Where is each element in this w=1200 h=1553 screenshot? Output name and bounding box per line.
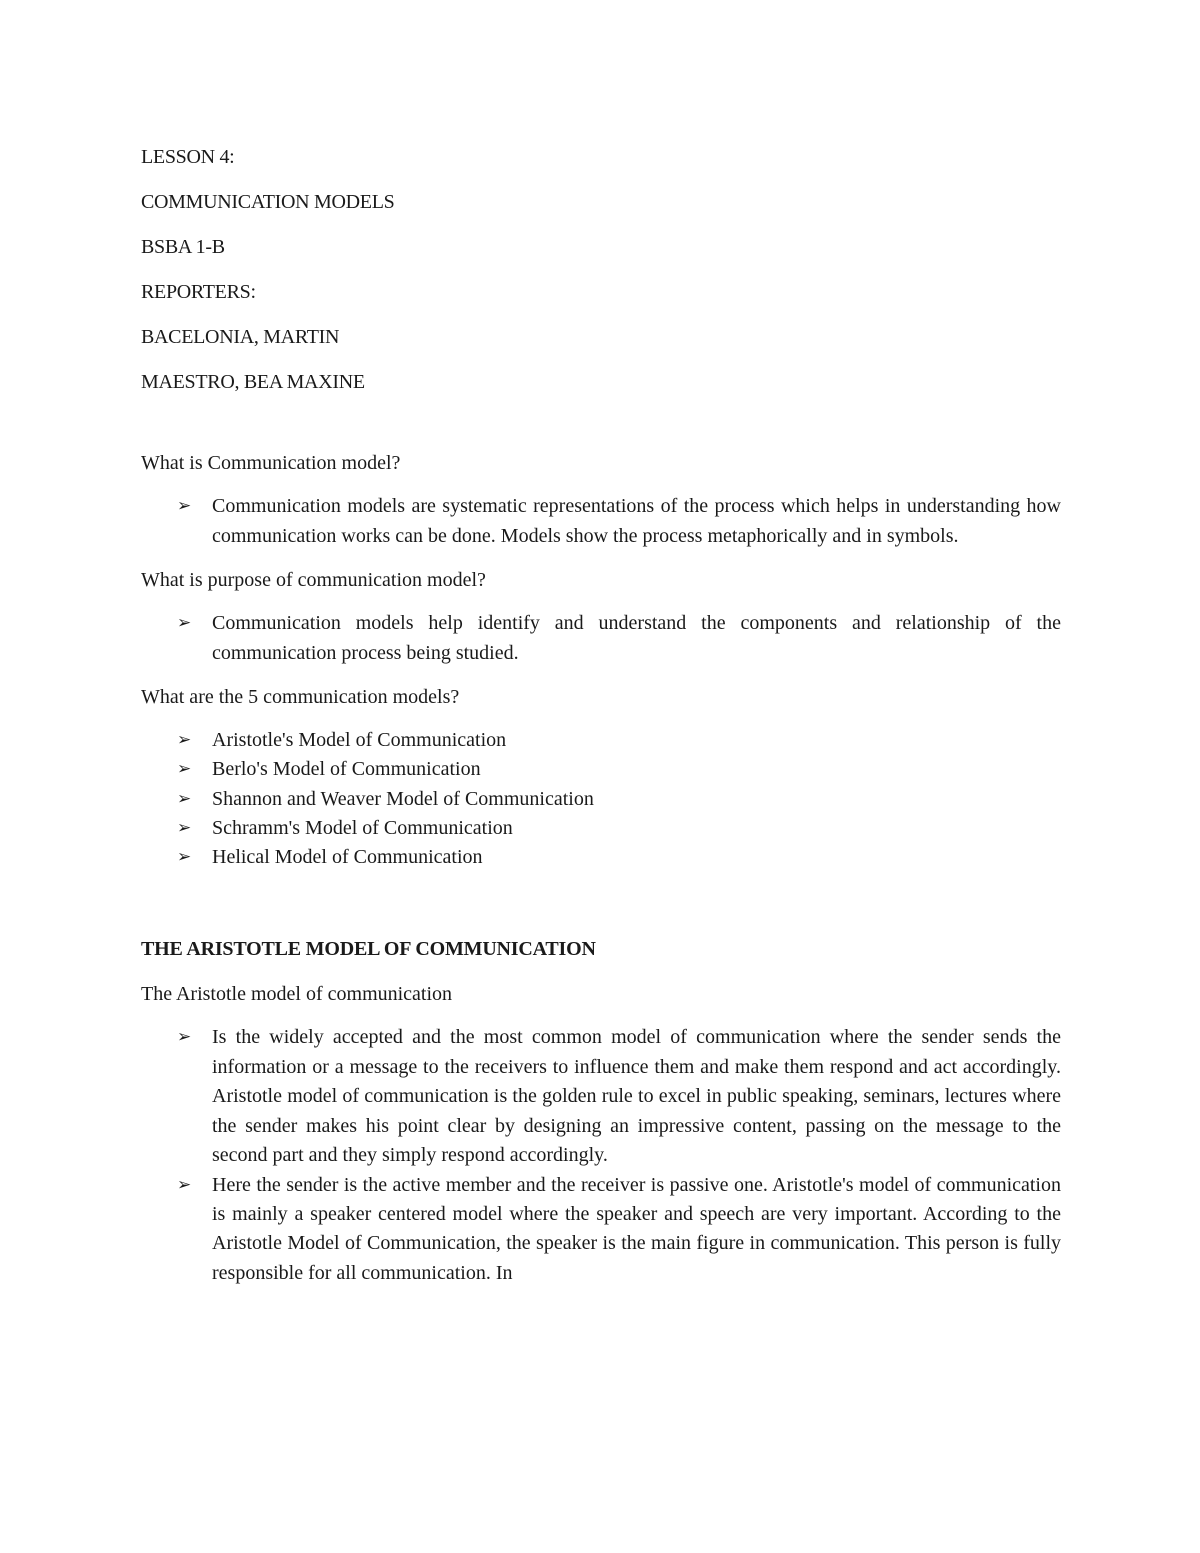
arrow-bullet-icon: ➢ (177, 847, 192, 868)
question-heading: What is purpose of communication model? (141, 569, 486, 591)
arrow-bullet-icon: ➢ (177, 1027, 192, 1048)
list-item-text: Aristotle's Model of Communication (212, 729, 507, 751)
list-item (141, 1023, 1061, 1170)
list-item-text: Berlo's Model of Communication (212, 758, 481, 781)
list-item (141, 755, 1061, 784)
arrow-bullet-icon: ➢ (177, 759, 192, 780)
list-item (141, 785, 1061, 814)
list-item (141, 726, 1061, 755)
list-item (141, 814, 1061, 843)
list-item-text: Is the widely accepted and the most common model of communication where the sender sends the information or a message to the receivers to influence them and make them respond and act accordingly. Aristotle model of communication is the golden rule to excel in public speaking, seminars, lectures where the sender makes his point clear by designing an impressive content, passing on the message to the second part and they simply respond accordingly. (212, 1026, 1061, 1167)
reporters-label: REPORTERS: (141, 281, 256, 303)
list-item (141, 1171, 1061, 1289)
arrow-bullet-icon: ➢ (177, 1174, 192, 1195)
lesson-label: LESSON 4: (141, 146, 235, 168)
list-item-text: Communication models help identify and understand the components and relationship of the communication process being studied. (212, 612, 1061, 664)
document-page (141, 140, 1061, 1288)
answer-list (141, 609, 1061, 668)
arrow-bullet-icon: ➢ (177, 730, 192, 750)
arrow-bullet-icon: ➢ (177, 788, 192, 809)
list-item-text: Schramm's Model of Communication (212, 816, 513, 839)
arrow-bullet-icon: ➢ (177, 817, 192, 838)
section-intro: The Aristotle model of communication (141, 983, 453, 1006)
arrow-bullet-icon: ➢ (177, 613, 192, 633)
list-item-text: Communication models are systematic representations of the process which helps in understanding how communication works can be done. Models show the process metaphorically and in symbols. (212, 495, 1061, 547)
reporter-name: MAESTRO, BEA MAXINE (141, 371, 365, 393)
list-item (141, 492, 1061, 551)
list-item-text: Here the sender is the active member and the receiver is passive one. Aristotle's model of communication is mainly a speaker centered model where the speaker and speech are very important. According to the Aristotle Model of Communication, the speaker is the main figure in communication. This person is fully responsible for all communication. In (212, 1173, 1061, 1284)
question-heading: What are the 5 communication models? (141, 686, 460, 708)
lesson-title: COMMUNICATION MODELS (141, 191, 395, 213)
aristotle-points-list (141, 1023, 1061, 1288)
list-item-text: Shannon and Weaver Model of Communication (212, 787, 594, 810)
reporter-name: BACELONIA, MARTIN (141, 326, 340, 348)
question-heading: What is Communication model? (141, 452, 401, 474)
section-heading: THE ARISTOTLE MODEL OF COMMUNICATION (141, 938, 596, 961)
list-item (141, 843, 1061, 872)
class-section: BSBA 1-B (141, 236, 225, 258)
answer-list (141, 492, 1061, 551)
list-item (141, 609, 1061, 668)
arrow-bullet-icon: ➢ (177, 496, 192, 516)
list-item-text: Helical Model of Communication (212, 846, 483, 869)
models-list (141, 726, 1061, 872)
